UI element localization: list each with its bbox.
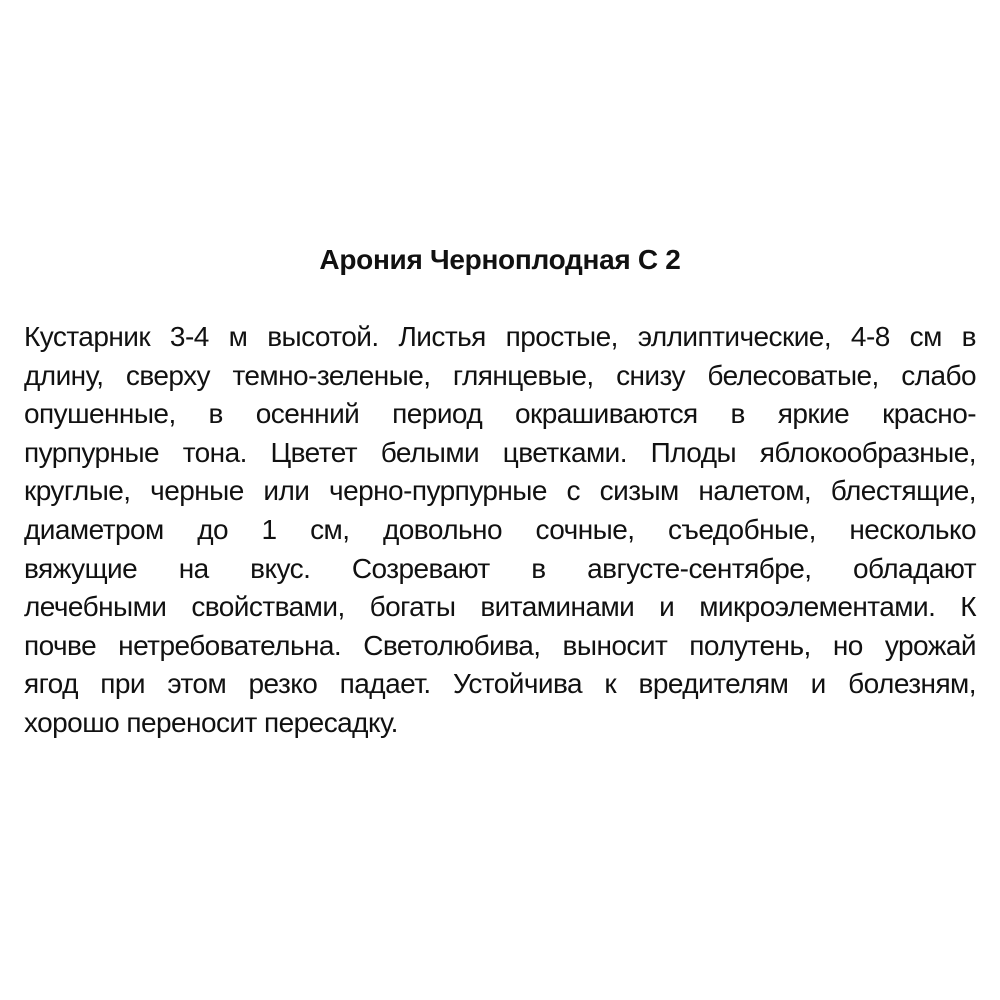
body-line-8: лечебными свойствами, богаты витаминами и микроэлементами. К: [24, 591, 976, 623]
body-line-11: хорошо переносит пересадку.: [24, 706, 398, 738]
body-line-6: диаметром до 1 см, довольно сочные, съедобные, несколько: [24, 513, 976, 545]
document-body: [24, 318, 976, 743]
body-line-9: почве нетребовательна. Светолюбива, выносит полутень, но урожай: [24, 629, 976, 661]
document-title: Арония Черноплодная С 2: [319, 244, 681, 275]
body-line-7: вяжущие на вкус. Созревают в августе-сентябре, обладают: [24, 552, 976, 584]
body-line-2: длину, сверху темно-зеленые, глянцевые, снизу белесоватые, слабо: [24, 359, 976, 391]
body-line-10: ягод при этом резко падает. Устойчива к вредителям и болезням,: [24, 668, 976, 700]
body-line-5: круглые, черные или черно-пурпурные с сизым налетом, блестящие,: [24, 475, 976, 507]
body-line-1: Кустарник 3-4 м высотой. Листья простые, эллиптические, 4-8 см в: [24, 321, 976, 352]
body-line-3: опушенные, в осенний период окрашиваются в яркие красно-: [24, 398, 976, 430]
body-line-4: пурпурные тона. Цветет белыми цветками. Плоды яблокообразные,: [24, 436, 976, 468]
